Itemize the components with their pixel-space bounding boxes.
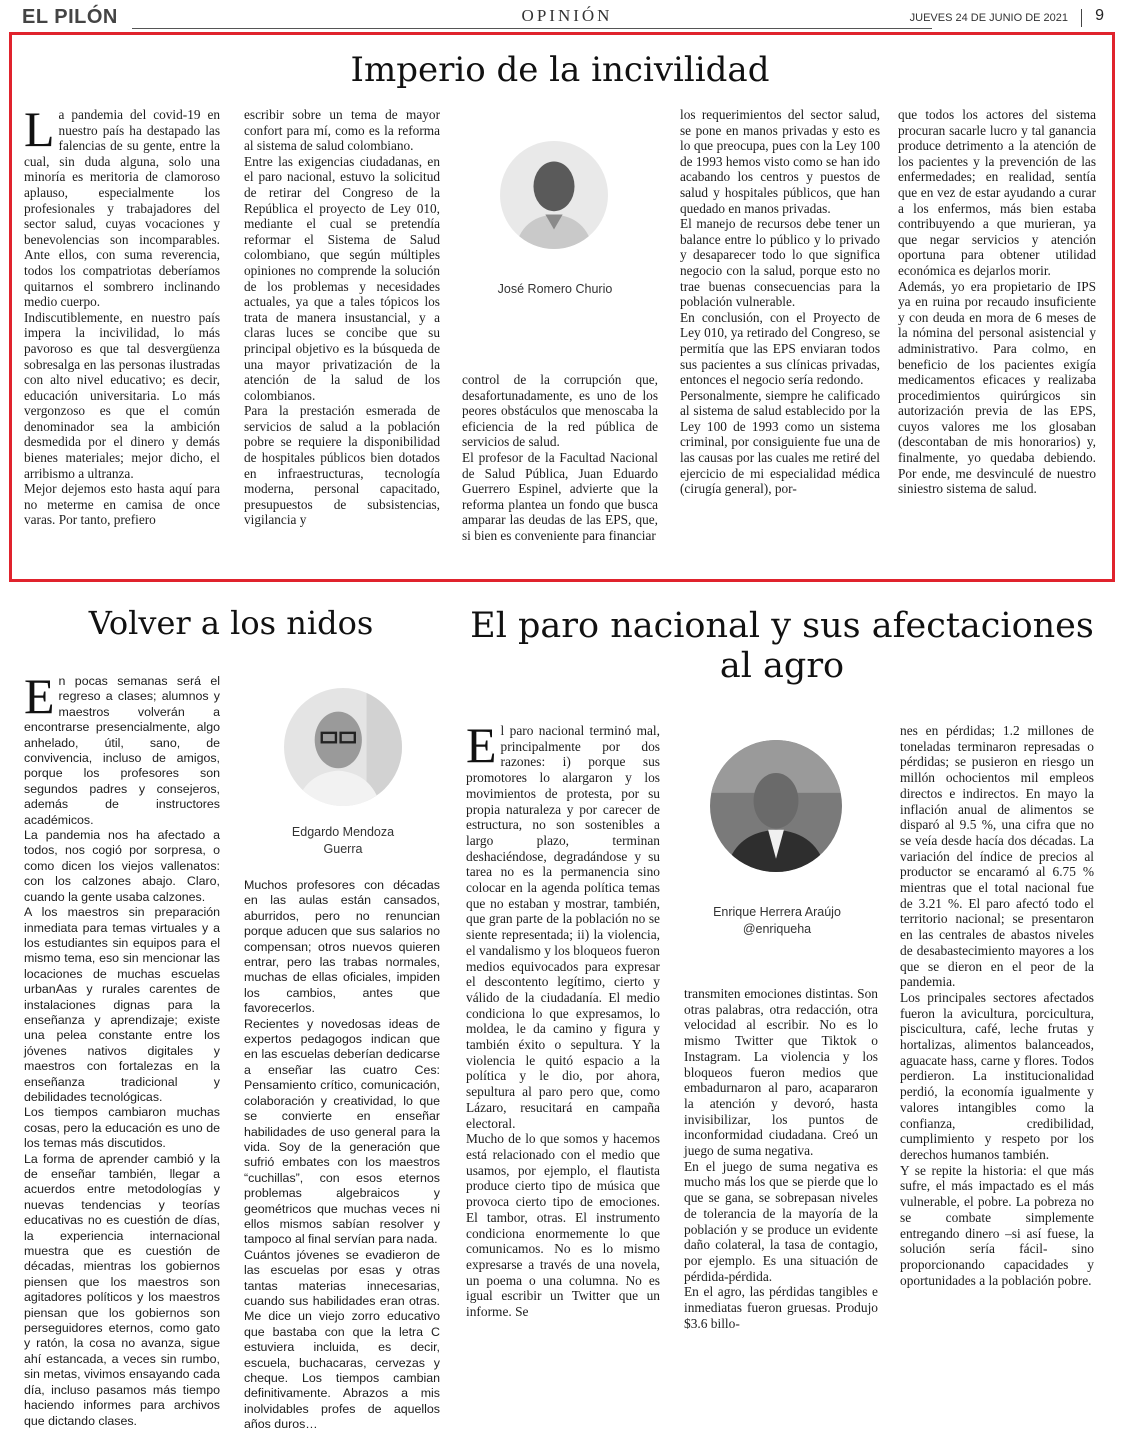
masthead-divider [1081, 9, 1082, 27]
article3-column-1 [466, 717, 660, 1320]
article3-author-name: Enrique Herrera Araújo [713, 905, 841, 919]
section-title: OPINIÓN [521, 6, 613, 25]
article3-column-2 [684, 986, 878, 1331]
article1-column-5 [898, 107, 1096, 497]
article2-author-name-line2: Guerra [323, 842, 363, 856]
article3-col1-text: l paro nacional terminó mal, principalmente por dos razones: i) porque sus promotores lo alargaron y los movimientos de protesta, por su propia naturaleza y por carecer de estructura, no son sostenibles a largo plazo, terminan deshaciéndose, degradándose y su tarea no es la permanencia sino colocar en la agenda política temas que no estaban y mostrar, también, que gran parte de la población no se siente representada; ii) la violencia, el vandalismo y los bloqueos fueron medios equivocados para expresar el descontento legítimo, cierto y válido de la ciudadanía. El medio condiciona lo que expresamos, lo moldea, le da camino y figura y también éxito o sepultura. Y la violencia le quitó espacio a la política y le dio, por ahora, sepultura al paro pero que, como Lázaro, resucitará en campaña electoral. Mucho de lo que somos y hacemos está relacionado con el medio que usamos, por ejemplo, el flautista produce cierto tipo de música que provoca cierto tipo de emociones. El tambor, otras. El instrumento condiciona enormemente lo que comunicamos. No es lo mismo expresarse a través de una novela, un poema o una columna. No es igual escribir un Twitter que un informe. Se [466, 723, 660, 1320]
portrait-icon [284, 688, 402, 806]
article3-column-3 [900, 723, 1094, 1288]
masthead [22, 6, 1112, 32]
article1-column-1 [24, 101, 220, 528]
article2-headline: Volver a los nidos [88, 604, 374, 642]
newspaper-logo: EL PILÓN [22, 6, 118, 28]
article2-author-name [260, 824, 426, 858]
article3-col2-text: transmiten emociones distintas. Son otras palabras, otra redacción, otra velocidad al escribir. No es lo mismo Twitter que Tiktok o Instagram. La violencia y los bloqueos fueron medios que embadurnaron al paro, acapararon la atención y devoró, hasta invisibilizar, los puntos de inconformidad ciudadana. Creó un juego de suma negativa. En el juego de suma negativa es mucho más los que se pierde que lo que se gana, se sobrepasan niveles de tolerancia de la mayoría de la población y se produce un evidente daño colateral, la tasa de contagio, por ejemplo. Es una situación de pérdida-pérdida. En el agro, las pérdidas tangibles e inmediatas fueron gruesas. Produjo $3.6 billo- [684, 986, 878, 1331]
article1-column-3 [462, 372, 658, 544]
article2-col2-text: Muchos profesores con décadas en las aulas están cansados, aburridos, pero no renuncian porque aducen que sus salarios no compensan; otros nuevos quieren entrar, pero las trabas normales, muchas de ellas oficiales, impiden los cambios, antes que favorecerlos. Recientes y novedosas ideas de expertos pedagogos indican que en las escuelas deberían dedicarse a enseñar las cuatro Ces: Pensamiento crítico, comunicación, colaboración y creatividad, lo que se convierte en enseñar habilidades de uso general para la vida. Soy de la generación que sufrió embates con los maestros “cuchillas”, con esos eternos problemas algebraicos y geométricos que muchas veces ni ellos mismos sabían resolver y tampoco al final servían para nada. Cuántos jóvenes se evadieron de las escuelas por esas y otras tantas materias innecesarias, cuando sus habilidades eran otras. Me dice un viejo zorro educativo que bastaba con que la letra C estuviera incluida, es decir, escuela, buchacaras, cervezas y cheque. Los tiempos cambian definitivamente. Abrazos a mis inolvidables profes de aquellos años duros… [244, 878, 440, 1432]
article3-author-handle: @enriqueha [742, 922, 812, 936]
article3-author-block [700, 904, 854, 938]
article2-author-name-line1: Edgardo Mendoza [291, 825, 395, 839]
article1-col5-text: que todos los actores del sistema procuran sacarle lucro y tal ganancia produce detrimento a la atención de los pacientes y la prevención de las enfermedades; en realidad, sentía que en vez de estar ayudando a curar a los enfermos, más bien estaba contribuyendo a que murieran, ya que negar servicios y atención oportuna para obtener utilidad económica es dejarlos morir. Además, yo era propietario de IPS ya en ruina por recaudo insuficiente y con deuda en mora de 6 meses de la nómina del personal asistencial y administrativo. Para colmo, en beneficio de los pacientes exigía medicamentos eficaces y realizaba procedimientos quirúrgicos sin autorización previa de las EPS, cuyos valores me los glosaban (descontaban de mis honorarios) y, finalmente, yo quedaba debiendo. Por ende, me desvinculé de nuestro siniestro sistema de salud. [898, 107, 1096, 497]
article1-col4-text: los requerimientos del sector salud, se pone en manos privadas y esto es lo que preocupa, pues con la Ley 100 de 1993 hemos visto como se han ido acabando los centros y puestos de salud y hospitales públicos, que han quedado en manos privadas. El manejo de recursos debe tener un balance entre lo público y lo privado y desaparecer todo lo que significa negocio con la salud, porque esto no trae buenas consecuencias para la población vulnerable. En conclusión, con el Proyecto de Ley 010, ya retirado del Congreso, se permitía que las EPS enviaran todos sus pacientes a sus clínicas privadas, entonces el negocio sería redondo. Personalmente, siempre he calificado al sistema de salud establecido por la Ley 100 de 1993 como un sistema criminal, por consiguiente fue una de las causas por las cuales me retiré del ejercicio de mi especialidad médica (cirugía general), por- [680, 107, 880, 497]
article1-column-4 [680, 107, 880, 497]
article3-col3-text: nes en pérdidas; 1.2 millones de toneladas terminaron represadas o pérdidas; se pusieron en riesgo un millón ochocientos mil empleos directos e indirectos. En mayo la inflación anual de alimentos se disparó al 9.5 %, una cifra que no se veía desde hacía dos décadas. La variación del índice de precios al productor se encaramó al 6.75 % mientras que el total nacional fue de 3.21 %. El paro afectó todo el territorio nacional; se presentaron en las centrales de abastos niveles de desabastecimiento mayores a los que se dieron en el peor de la pandemia. Los principales sectores afectados fueron la avicultura, porcicultura, piscicultura, café, leche frutas y hortalizas, alimentos balanceados, aguacate hass, carne y flores. Todos perdieron. La institucionalidad perdió, la economía igualmente y valores intangibles como la confianza, credibilidad, cumplimiento y respeto por los derechos humanos también. Y se repite la historia: el que más sufre, el más impactado es el más vulnerable, el pobre. La pobreza no se combate simplemente entregando dinero –si así fuese, la solución sería fácil- sino proporcionando capacidades y oportunidades a la población pobre. [900, 723, 1094, 1288]
portrait-icon [500, 141, 608, 249]
article1-col1-text: a pandemia del covid-19 en nuestro país ha destapado las falencias de su gente, entre la cual, sin duda alguna, solo una minoría es meritoria de clamoroso aplauso, especialmente los profesionales y trabajadores del sector salud, cuyas vocaciones y benevolencias son incomparables. Ante ellos, con suma reverencia, todos los compatriotas deberíamos quitarnos el sombrero inclinando medio cuerpo. Indiscutiblemente, en nuestro país impera la incivilidad, lo más pavoroso es que tal desvergüenza sobresalga en las personas ilustradas con alto nivel educativo; es decir, educación universitaria. Lo más vergonzoso es que el común denominador sea la ambición desmedida por el dinero y demás bienes materiales; mejor dicho, el arribismo a ultranza. Mejor dejemos esto hasta aquí para no meterme en camisa de once varas. Por tanto, prefiero [24, 107, 220, 528]
article2-column-2 [244, 878, 440, 1433]
article2-dropcap: E [24, 668, 55, 724]
article1-col3-text: control de la corrupción que, desafortunadamente, es uno de los peores obstáculos que menoscaba la eficiencia de la red pública de servicios de salud. El profesor de la Facultad Nacional de Salud Pública, Juan Eduardo Guerrero Espinel, advierte que la reforma plantea un fondo que busca amparar las deudas de las EPS, que, si bien es conveniente para financiar [462, 372, 658, 543]
article1-column-2 [244, 107, 440, 528]
article1-dropcap: L [24, 101, 55, 157]
article3-author-photo [710, 740, 842, 872]
issue-date: JUEVES 24 DE JUNIO DE 2021 [909, 12, 1068, 24]
article1-author-name: José Romero Churio [497, 282, 613, 296]
article2-author-photo [284, 688, 402, 806]
article3-dropcap: E [466, 717, 497, 773]
article2-col1-text: n pocas semanas será el regreso a clases; alumnos y maestros volverán a encontrarse presencialmente, algo anhelado, útil, sano, de convivencia, incluso de amigos, porque los profesores son segundos padres y consejeros, además de instructores académicos. La pandemia nos ha afectado a todos, nos cogió por sorpresa, o como dicen los viejos vallenatos: con los calzones abajo. Claro, cuando la gente usaba calzones. A los maestros sin preparación inmediata para temas virtuales y a los estudiantes sin equipos para el mismo tema, eso sin mencionar las locaciones de muchas escuelas urbanAas y rurales carentes de instalaciones dignas para la enseñanza y aprendizaje; existe una pelea constante entre los jóvenes nativos digitales y maestros con fortalezas en la enseñanza tradicional y debilidades tecnológicas. Los tiempos cambiaron muchas cosas, pero la educación es uno de los temas más discutidos. La forma de aprender cambió y la de enseñar también, llegar a acuerdos entre metodologías y nuevas tendencias y teorías educativas no es cuestión de días, la experiencia internacional muestra que es cuestión de décadas, mientras los gobiernos piensen que los maestros son agitadores políticos y los maestros piensan que los gobiernos son perseguidores eternos, como gato y ratón, la cosa no avanza, sigue ahí estancada, a veces sin rumbo, sin metas, vivimos ensayando cada día, incluso pasamos más tiempo haciendo informes para archivos que dictando clases. [24, 674, 220, 1428]
article3-headline: El paro nacional y sus afectaciones al agro [470, 606, 1094, 686]
article1-author-photo [500, 141, 608, 249]
article1-col2-text: escribir sobre un tema de mayor confort para mí, como es la reforma al sistema de salud colombiano. Entre las exigencias ciudadanas, en el paro nacional, estuvo la solicitud de retirar del Congreso de la República el proyecto de Ley 010, mediante el cual se pretendía reformar el Sistema de Salud colombiano, que según múltiples opiniones no comprende la solución de los problemas y necesidades actuales, ya que a tales tópicos los trata de manera insustancial, y a claras luces se concibe que su principal objetivo es la búsqueda de una mayor privatización de la atención de la salud de los colombianos. Para la prestación esmerada de servicios de salud a la población pobre se requiere la disponibilidad de hospitales públicos bien dotados en infraestructuras, tecnología moderna, personal capacitado, presupuestos de subsistencias, vigilancia y [244, 107, 440, 528]
article1-headline: Imperio de la incivilidad [350, 50, 770, 90]
masthead-rule [132, 28, 932, 29]
portrait-icon [710, 740, 842, 872]
article2-column-1 [24, 668, 220, 1429]
page-number: 9 [1095, 7, 1104, 24]
